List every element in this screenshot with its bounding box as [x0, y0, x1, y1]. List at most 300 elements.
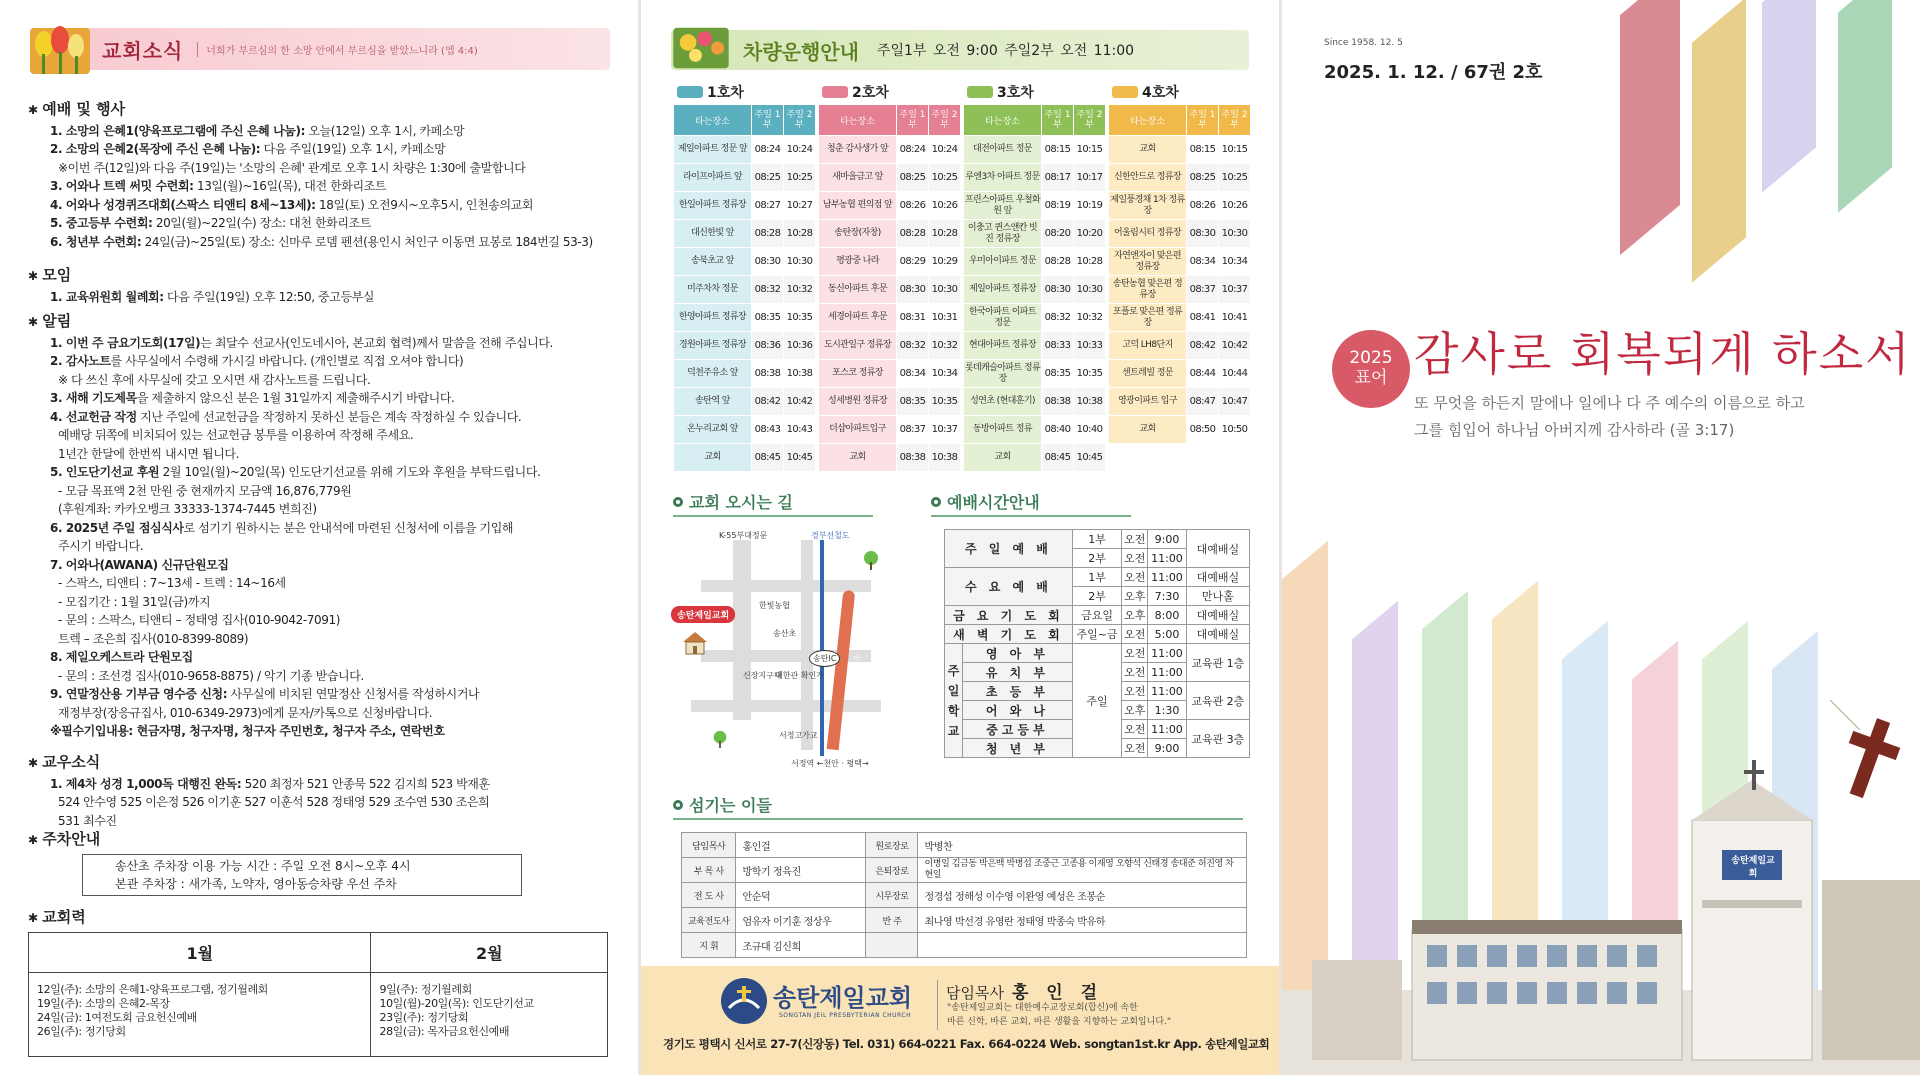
service-part: 2부 — [1072, 549, 1121, 568]
timetable-row — [964, 164, 1105, 191]
service-time: 5:00 — [1148, 625, 1186, 644]
notice-line — [28, 389, 608, 408]
timetable-row — [1109, 192, 1250, 219]
staff-role: 부 목 사 — [682, 858, 736, 883]
bus-route-title — [1108, 82, 1251, 102]
school-day: 주일 — [1072, 644, 1121, 758]
service-ampm: 오전 — [1122, 549, 1148, 568]
notice-line — [28, 371, 608, 390]
notice-line — [28, 704, 608, 723]
notice-heading: 5. 인도단기선교 후원 — [50, 465, 160, 479]
service-place: 대예배실 — [1186, 530, 1249, 568]
timetable-header: 주일 2부 — [929, 105, 960, 135]
timetable-row — [674, 192, 815, 219]
bus-stop: 현대아파트 정류장 — [964, 332, 1041, 359]
departure-time: 08:36 — [752, 332, 783, 359]
timetable-header: 주일 1부 — [752, 105, 783, 135]
departure-time: 10:50 — [1219, 416, 1250, 443]
timetable-row — [964, 304, 1105, 331]
departure-time: 08:24 — [752, 136, 783, 163]
verse-line: 또 무엇을 하든지 말에나 일에나 다 주 예수의 이름으로 하고 — [1414, 394, 1805, 412]
bus-timetable — [673, 104, 816, 472]
timetable-row — [964, 136, 1105, 163]
service-ampm: 오전 — [1122, 568, 1148, 587]
school-ampm: 오전 — [1122, 644, 1148, 663]
departure-time: 08:34 — [897, 360, 928, 387]
departure-time: 10:20 — [1074, 220, 1105, 247]
notice-text: 520 최정자 521 안종묵 522 김지희 523 박재훈 — [241, 776, 490, 791]
notice-text: 트렉 – 조은희 집사(010-8399-8089) — [58, 631, 249, 646]
bus-stop: 이충고 퀸스앤칸 빗진 정류장 — [964, 220, 1041, 247]
departure-time: 08:25 — [752, 164, 783, 191]
section-title: ✱ 교우소식 — [28, 753, 608, 773]
school-ampm: 오전 — [1122, 663, 1148, 682]
tree-icon — [861, 550, 881, 570]
bus-timetable — [963, 104, 1106, 472]
timetable-row — [674, 360, 815, 387]
school-dept: 유 치 부 — [963, 663, 1073, 682]
timetable-header: 타는장소 — [674, 105, 751, 135]
staff-table — [681, 832, 1247, 958]
description-line: "송탄제일교회는 대한예수교장로회(합신)에 속한 — [947, 1003, 1138, 1013]
notice-text: 지난 주일에 선교헌금을 작정하지 못하신 분들은 계속 작정하실 수 있습니다. — [136, 409, 522, 424]
bus-route-2 — [818, 82, 961, 472]
departure-time: 10:31 — [929, 304, 960, 331]
departure-time: 08:35 — [752, 304, 783, 331]
timetable-row — [1109, 332, 1250, 359]
staff-row — [682, 933, 1247, 958]
bullet-icon — [931, 497, 941, 507]
school-row — [945, 644, 1250, 663]
departure-time: 08:34 — [1187, 248, 1218, 275]
bus-stop: 어울림시티 정류장 — [1109, 220, 1186, 247]
verse-line: 그를 힘입어 하나님 아버지께 감사하라 (골 3:17) — [1414, 421, 1735, 439]
bus-tables — [673, 82, 1249, 462]
section-title: ✱ 알림 — [28, 312, 608, 332]
map-label: 신장지구대 — [743, 671, 782, 680]
decor-stripe — [1762, 0, 1816, 193]
notice-heading: 7. 어와나(AWANA) 신규단원모집 — [50, 557, 229, 572]
school-place: 교육관 3층 — [1186, 720, 1249, 758]
notice-heading: 3. 어와나 트렉 써밋 수련회: — [50, 179, 194, 193]
map-label: 송산초 — [773, 629, 797, 638]
bus-stop: 송탄역 앞 — [674, 388, 751, 415]
bus-stop: 한국아파트 이파트 정문 — [964, 304, 1041, 331]
departure-time: 08:32 — [897, 332, 928, 359]
section-member-news — [28, 753, 608, 830]
departure-time: 10:34 — [1219, 248, 1250, 275]
notice-text: 524 안수영 525 이은정 526 이기훈 527 이훈석 528 정태영 529 조수연 530 조은희 — [58, 795, 490, 809]
service-time: 9:00 — [1148, 530, 1186, 549]
school-dept: 영 아 부 — [963, 644, 1073, 663]
church-news-header — [30, 28, 610, 70]
timetable-header: 주일 2부 — [784, 105, 815, 135]
timetable-row — [1109, 220, 1250, 247]
departure-time: 10:28 — [1074, 248, 1105, 275]
departure-time: 08:25 — [897, 164, 928, 191]
timetable-row — [819, 416, 960, 443]
departure-time: 10:35 — [784, 304, 815, 331]
service-ampm: 오전 — [1122, 625, 1148, 644]
bus-stop: 신한안드로 정류장 — [1109, 164, 1186, 191]
departure-time: 08:28 — [1042, 248, 1073, 275]
decor-stripe — [1692, 0, 1746, 283]
departure-time: 10:38 — [929, 444, 960, 471]
service-name: 금 요 기 도 회 — [945, 606, 1073, 625]
calendar-header-feb: 2월 — [371, 933, 608, 973]
notice-text: 13일(월)~16일(목), 대전 한화리조트 — [193, 179, 387, 193]
timetable-row — [1109, 304, 1250, 331]
timetable-row — [674, 332, 815, 359]
calendar-header-jan: 1월 — [29, 933, 371, 973]
calendar-entry: 28일(금): 목자금요헌신예배 — [379, 1025, 510, 1038]
timetable-row — [964, 332, 1105, 359]
decor-stripe — [1838, 0, 1892, 213]
parking-line: 송산초 주차장 이용 가능 시간 : 주일 오전 8시~오후 4시 — [115, 858, 411, 873]
notice-text: 사무실에 비치된 연말정산 신청서를 작성하시거나 — [227, 687, 480, 701]
school-time: 11:00 — [1148, 682, 1186, 701]
notice-text: 2월 10일(월)~20일(목) 인도단기선교를 위해 기도와 후원을 부탁드립니다. — [159, 465, 541, 479]
bus-route-1 — [673, 82, 816, 472]
section-meetings — [28, 266, 608, 306]
section-calendar — [28, 908, 608, 930]
notice-heading: ※필수기입내용: 현금자명, 청구자명, 청구자 주민번호, 청구자 주소, 연락번호 — [50, 724, 445, 738]
notice-text: 531 최수진 — [58, 813, 117, 828]
notice-line — [28, 722, 608, 741]
departure-time: 08:38 — [897, 444, 928, 471]
timetable-row — [1109, 360, 1250, 387]
departure-time: 08:33 — [1042, 332, 1073, 359]
departure-time: 10:15 — [1074, 136, 1105, 163]
departure-time: 08:29 — [897, 248, 928, 275]
notice-line — [28, 334, 608, 353]
departure-time: 08:31 — [897, 304, 928, 331]
notice-text: ※ 다 쓰신 후에 사무실에 갖고 오시면 새 감사노트를 드립니다. — [58, 372, 371, 387]
timetable-row — [819, 192, 960, 219]
notice-text: 을 제출하지 않으신 분은 1월 31일까지 제출해주시기 바랍니다. — [136, 391, 455, 405]
school-ampm: 오전 — [1122, 682, 1148, 701]
notice-line — [28, 556, 608, 575]
departure-time: 08:27 — [752, 192, 783, 219]
departure-time: 08:30 — [1187, 220, 1218, 247]
departure-time: 08:42 — [1187, 332, 1218, 359]
worship-label — [931, 490, 1131, 513]
notice-text: 18일(토) 오전9시~오후5시, 인천송의교회 — [315, 197, 534, 212]
notice-line — [28, 159, 608, 178]
notice-heading: 1. 소망의 은혜1(양육프로그램에 주신 은혜 나눔): — [50, 123, 305, 138]
departure-time: 08:30 — [752, 248, 783, 275]
school-ampm: 오전 — [1122, 720, 1148, 739]
departure-time: 08:19 — [1042, 192, 1073, 219]
map-road — [801, 540, 813, 750]
departure-time: 08:25 — [1187, 164, 1218, 191]
church-name: 송탄제일교회 — [773, 984, 913, 1012]
bus-stop: 교회 — [1109, 416, 1186, 443]
timetable-row — [674, 276, 815, 303]
departure-time: 10:28 — [784, 220, 815, 247]
bus-name: 2호차 — [852, 85, 889, 101]
notice-heading: 4. 선교헌금 작정 — [50, 409, 137, 424]
worship-times-table — [944, 529, 1250, 758]
school-dept: 중고등부 — [963, 720, 1073, 739]
bus-stop: 동신아파트 후문 — [819, 276, 896, 303]
worship-title: 예배시간안내 — [947, 493, 1040, 512]
notice-heading: 9. 연말정산용 기부금 영수증 신청: — [50, 687, 228, 701]
timetable-row — [1109, 388, 1250, 415]
pastor-name: 홍 인 걸 — [1011, 983, 1104, 1003]
map-label: 한빛농협 — [759, 601, 790, 610]
motto-verse — [1414, 390, 1805, 444]
staff-names: 최나영 박선경 유영란 정태영 박종숙 박유하 — [918, 908, 1247, 933]
bus-route-4 — [1108, 82, 1251, 444]
bus-stop: 성연초 (현대훈기) — [964, 388, 1041, 415]
pastor-label: 담임목사 — [946, 984, 1004, 1002]
departure-time: 10:15 — [1219, 136, 1250, 163]
decor-stripe — [1620, 0, 1680, 255]
school-time: 11:00 — [1148, 644, 1186, 663]
badge-year: 2025 — [1349, 348, 1393, 368]
timetable-header: 타는장소 — [1109, 105, 1186, 135]
calendar-entry: 9일(주): 정기월례회 — [379, 983, 472, 996]
map-label: K-55부대정문 — [719, 531, 768, 540]
directions-label — [673, 490, 873, 513]
worship-row — [945, 625, 1250, 644]
staff-names — [918, 933, 1247, 958]
timetable-row — [1109, 136, 1250, 163]
bus-stop: 동방아파트 정류 — [964, 416, 1041, 443]
timetable-row — [819, 276, 960, 303]
departure-time: 08:45 — [752, 444, 783, 471]
service-place: 대예배실 — [1186, 625, 1249, 644]
departure-time: 08:17 — [1042, 164, 1073, 191]
bus-name: 4호차 — [1142, 85, 1179, 101]
bus-stop: 영광이파트 입구 — [1109, 388, 1186, 415]
notice-heading: 6. 2025년 주일 점심식사 — [50, 520, 184, 535]
staff-names: 방학기 정육진 — [736, 858, 866, 883]
bulletin-date: 2025. 1. 12. / 67권 2호 — [1324, 62, 1543, 83]
notice-text: 주시기 바랍니다. — [58, 539, 144, 553]
service-part: 1부 — [1072, 568, 1121, 587]
departure-time: 10:25 — [929, 164, 960, 191]
bus-stop: 제일풍경채 1차 정류장 — [1109, 192, 1186, 219]
notice-line — [28, 775, 608, 794]
school-ampm: 오후 — [1122, 701, 1148, 720]
notice-heading: 5. 중고등부 수련회: — [50, 216, 153, 230]
notice-text: 24일(금)~25일(토) 장소: 신마루 로뎀 펜션(용인시 처인구 이동면 묘봉로 184번길 53-3) — [141, 234, 593, 249]
church-marker: 송탄제일교회 — [671, 606, 735, 623]
bus-stop: 한일아파트 정류장 — [674, 192, 751, 219]
notice-heading: 1. 제4차 성경 1,000독 대행진 완독: — [50, 776, 242, 791]
church-news-verse: 너희가 부르심의 한 소망 안에서 부르심을 받았느니라 (엡 4:4) — [197, 42, 478, 57]
timetable-header: 주일 1부 — [1187, 105, 1218, 135]
departure-time: 08:40 — [1042, 416, 1073, 443]
departure-time: 10:30 — [929, 276, 960, 303]
bus-stop: 프린스아파트 우철화원 앞 — [964, 192, 1041, 219]
timetable-row — [819, 220, 960, 247]
staff-title: 섬기는 이들 — [689, 796, 772, 815]
service-time: 11:00 — [1148, 549, 1186, 568]
motto-badge — [1332, 330, 1410, 408]
bus-stop: 대전아파트 정문 — [964, 136, 1041, 163]
service-time: 11:00 — [1148, 568, 1186, 587]
notice-text: - 스팍스, 티앤티 : 7~13세 - 트렉 : 14~16세 — [58, 576, 286, 590]
departure-time: 10:32 — [929, 332, 960, 359]
service-part: 1부 — [1072, 530, 1121, 549]
bus-icon — [677, 86, 703, 98]
staff-names: 박병찬 — [918, 833, 1247, 858]
bus-stop: 성세병원 정류장 — [819, 388, 896, 415]
bus-stop: 포스코 정류장 — [819, 360, 896, 387]
staff-names: 조규대 김신희 — [736, 933, 866, 958]
timetable-row — [674, 304, 815, 331]
notice-heading: 8. 제일오케스트라 단원모집 — [50, 650, 193, 664]
service-place: 대예배실 — [1186, 606, 1249, 625]
timetable-row — [674, 388, 815, 415]
departure-time: 10:38 — [784, 360, 815, 387]
timetable-row — [964, 220, 1105, 247]
service-name: 새 벽 기 도 회 — [945, 625, 1073, 644]
timetable-row — [819, 164, 960, 191]
bus-stop: 미주차차 정문 — [674, 276, 751, 303]
timetable-row — [674, 136, 815, 163]
calendar-entry: 24일(금): 1여전도회 금요헌신예배 — [37, 1011, 197, 1024]
timetable-row — [819, 388, 960, 415]
departure-time: 10:28 — [929, 220, 960, 247]
bus-route-title — [673, 82, 816, 102]
notice-line — [28, 196, 608, 215]
timetable-row — [674, 220, 815, 247]
school-time: 11:00 — [1148, 720, 1186, 739]
departure-time: 10:26 — [1219, 192, 1250, 219]
bus-name: 3호차 — [997, 85, 1034, 101]
school-side-label: 주일학교 — [945, 644, 963, 758]
church-news-title: 교회소식 — [102, 38, 184, 63]
map-label: 송탄IC — [809, 650, 840, 667]
section-title: ✱ 주차안내 — [28, 830, 608, 850]
departure-time: 08:15 — [1187, 136, 1218, 163]
timetable-row — [1109, 416, 1250, 443]
bus-route-3 — [963, 82, 1106, 472]
staff-role: 지 휘 — [682, 933, 736, 958]
school-dept: 어 와 나 — [963, 701, 1073, 720]
bus-header — [671, 30, 1249, 70]
bus-route-title — [963, 82, 1106, 102]
timetable-header: 주일 2부 — [1219, 105, 1250, 135]
staff-role: 교육전도사 — [682, 908, 736, 933]
map-label: 경부선철도 — [811, 531, 850, 540]
departure-time: 10:17 — [1074, 164, 1105, 191]
bus-stop: 교회 — [674, 444, 751, 471]
section-title: ✱ 교회력 — [28, 908, 608, 928]
notice-line — [28, 122, 608, 141]
departure-time: 10:37 — [929, 416, 960, 443]
service-time: 8:00 — [1148, 606, 1186, 625]
timetable-row — [1109, 276, 1250, 303]
bus-timetable — [818, 104, 961, 472]
bus-stop: 송탄장(자창) — [819, 220, 896, 247]
notice-line — [28, 685, 608, 704]
departure-time: 08:37 — [897, 416, 928, 443]
notice-line — [28, 445, 608, 464]
bus-stop: 교회 — [1109, 136, 1186, 163]
service-ampm: 오후 — [1122, 606, 1148, 625]
departure-time: 10:47 — [1219, 388, 1250, 415]
bus-stop: 덕천주유소 앞 — [674, 360, 751, 387]
departure-time: 08:50 — [1187, 416, 1218, 443]
departure-time: 08:35 — [897, 388, 928, 415]
worship-row — [945, 606, 1250, 625]
bus-timetable — [1108, 104, 1251, 444]
bus-name: 1호차 — [707, 85, 744, 101]
notice-line — [28, 519, 608, 538]
cross-icon — [1830, 700, 1910, 810]
notice-line — [28, 426, 608, 445]
tree-icon — [711, 730, 729, 748]
notice-heading: 3. 새해 기도제목 — [50, 391, 137, 405]
service-time: 7:30 — [1148, 587, 1186, 606]
notice-line — [28, 812, 608, 831]
departure-time: 10:30 — [1219, 220, 1250, 247]
bus-stop: 우미아이파트 정문 — [964, 248, 1041, 275]
flower-icon — [671, 24, 731, 72]
motto-slogan: 감사로 회복되게 하소서 — [1414, 327, 1912, 381]
staff-row — [682, 858, 1247, 883]
timetable-row — [674, 444, 815, 471]
timetable-row — [819, 444, 960, 471]
departure-time: 08:32 — [752, 276, 783, 303]
departure-time: 10:25 — [784, 164, 815, 191]
notice-line — [28, 574, 608, 593]
bus-service-times: 주일1부 오전 9:00 주일2부 오전 11:00 — [876, 43, 1135, 59]
notice-line — [28, 500, 608, 519]
notice-heading: 6. 청년부 수련회: — [50, 234, 142, 249]
bus-stop: 센트레빌 정문 — [1109, 360, 1186, 387]
school-place: 교육관 1층 — [1186, 644, 1249, 682]
departure-time: 10:38 — [1074, 388, 1105, 415]
notice-text: - 문의 : 조선경 집사(010-9658-8875) / 악기 기종 받습니다. — [58, 668, 364, 683]
school-place: 교육관 2층 — [1186, 682, 1249, 720]
school-time: 1:30 — [1148, 701, 1186, 720]
bus-stop: 자연앤자이 맞은편 정류장 — [1109, 248, 1186, 275]
bus-stop: 포플로 맞은편 정류장 — [1109, 304, 1186, 331]
notice-text: - 문의 : 스팍스, 티앤티 – 정태영 집사(010-9042-7091) — [58, 613, 340, 627]
bus-schedule-panel — [641, 0, 1279, 1075]
service-name: 주 일 예 배 — [945, 530, 1073, 568]
notice-text: 20일(월)~22일(수) 장소: 대천 한화리조트 — [152, 216, 371, 230]
departure-time: 10:42 — [784, 388, 815, 415]
notice-heading: 4. 어와나 성경퀴즈대회(스팍스 티앤티 8세~13세): — [50, 197, 316, 212]
staff-row — [682, 883, 1247, 908]
departure-time: 10:24 — [784, 136, 815, 163]
since-text: Since 1958. 12. 5 — [1324, 38, 1403, 48]
section-title: ✱ 모임 — [28, 266, 608, 286]
bus-icon — [1112, 86, 1138, 98]
calendar-entry: 10일(월)-20일(목): 인도단기선교 — [379, 997, 534, 1010]
church-building-icon — [681, 630, 709, 656]
timetable-row — [964, 360, 1105, 387]
departure-time: 10:24 — [929, 136, 960, 163]
staff-row — [682, 833, 1247, 858]
staff-role: 담임목사 — [682, 833, 736, 858]
footer-divider — [937, 980, 938, 1030]
staff-role — [866, 933, 918, 958]
bus-stop: 더샵아파트입구 — [819, 416, 896, 443]
notice-text: 를 사무실에서 수령해 가시길 바랍니다. (개인별로 직접 오셔야 합니다) — [110, 354, 464, 368]
staff-names: 홍인걸 — [736, 833, 866, 858]
departure-time: 10:45 — [1074, 444, 1105, 471]
section-notices — [28, 312, 608, 741]
badge-label: 표어 — [1354, 368, 1388, 388]
